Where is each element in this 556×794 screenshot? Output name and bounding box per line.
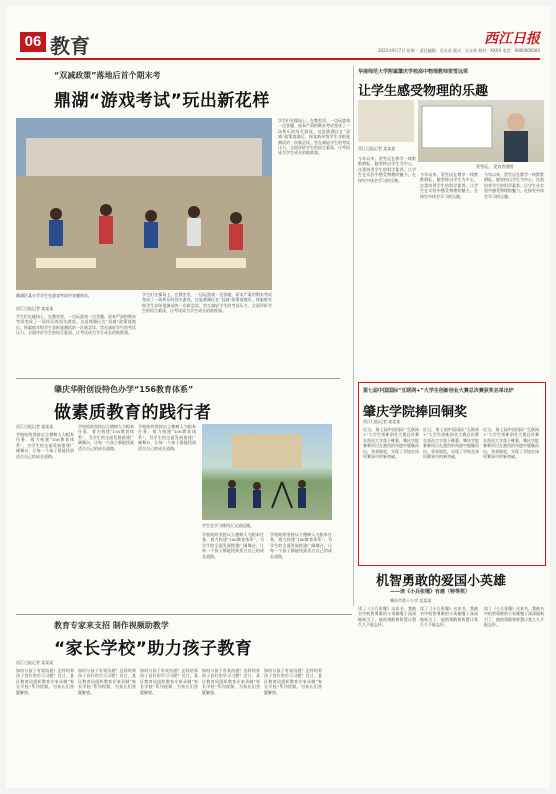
bottom-divider <box>16 614 352 615</box>
right-top-byline: 西江日报记者 某某某 <box>358 146 396 151</box>
main-body-col1: 学生们在操场上、在教室里，一边玩游戏一边答题，原本严肃的期末考试变成了一场快乐的闯关游戏。这是鼎湖区在“双减”政策落地后，探索低年级学生非纸笔测试的一次新尝试，旨在减轻学生的考试压力，全面评价学生的综合素质，让考试成为学生成长的助推器。 <box>16 314 136 336</box>
feature-body-col4: 学校始终坚持以立德树人为根本任务，着力构建“156教育体系”，为学生的全面发展搭建广阔舞台，让每一个孩子都能找到适合自己的成长道路。 <box>202 532 264 559</box>
main-body-col3: 学生们在操场上、在教室里，一边玩游戏一边答题，原本严肃的期末考试变成了一场快乐的闯关游戏。这是鼎湖区在“双减”政策落地后，探索低年级学生非纸笔测试的一次新尝试，旨在减轻学生的考试压力，全面评价学生的综合素质，让考试成为学生成长的助推器。 <box>278 118 350 156</box>
right-top-body-col3: 今年以来，贺雪远在教学一线默默耕耘，她坚持以学生为中心，注重培养学生的科学素养，让学生在实验中感受物理的魅力，在探究中体会学习的乐趣。 <box>484 172 544 199</box>
feature-headline: 做素质教育的践行者 <box>54 403 212 423</box>
essay-body-col3: 读了《小兵张嘎》这本书，我被书中机智勇敢的小英雄嘎子深深地吸引了，他的勇敢和智慧让我久久不能忘怀。 <box>484 606 544 628</box>
boxed-body-col3: 近日，第七届中国国际“互联网+”大学生创新创业大赛总决赛在南昌大学落下帷幕，肇庆学院参赛项目在激烈的角逐中脱颖而出，荣获铜奖，实现了学校在该项赛事中的新突破。 <box>483 427 539 460</box>
essay-body-col2: 读了《小兵张嘎》这本书，我被书中机智勇敢的小英雄嘎子深深地吸引了，他的勇敢和智慧让我久久不能忘怀。 <box>420 606 478 628</box>
feature-photo-caption: 学生在学习使用天文望远镜。 <box>202 523 254 528</box>
main-byline: 西江日报记者 某某某 <box>16 306 54 311</box>
header-rule <box>16 58 540 60</box>
bottom-byline: 西江日报记者 某某某 <box>16 660 54 665</box>
feature-body-col2: 学校始终坚持以立德树人为根本任务，着力构建“156教育体系”，为学生的全面发展搭建广阔舞台，让每一个孩子都能找到适合自己的成长道路。 <box>78 424 134 451</box>
right-top-body-col1: 今年以来，贺雪远在教学一线默默耕耘，她坚持以学生为中心，注重培养学生的科学素养，让学生在实验中感受物理的魅力，在探究中体会学习的乐趣。 <box>358 156 416 183</box>
bottom-body-col1: 如何与孩子有效沟通？怎样培养孩子良好的学习习惯？近日，某区教育局组织教育专家录制“家长学校”系列视频，为家长们答疑解惑。 <box>16 668 74 695</box>
right-top-caption: 贺雪远。 受访者供图 <box>476 164 514 169</box>
highlight-box <box>358 382 546 566</box>
bottom-body-col4: 如何与孩子有效沟通？怎样培养孩子良好的学习习惯？近日，某区教育局组织教育专家录制“家长学校”系列视频，为家长们答疑解惑。 <box>202 668 260 695</box>
feature-photo <box>202 424 332 520</box>
feature-kicker: 肇庆华附创设特色办学“156教育体系” <box>54 385 194 394</box>
boxed-byline: 西江日报记者 某某某 <box>363 419 401 424</box>
main-photo-caption: 鼎湖区某小学学生在游戏考试中答题闯关。 <box>16 293 92 298</box>
main-kicker: “双减政策”落地后首个期末考 <box>54 71 161 80</box>
main-photo <box>16 118 272 290</box>
bottom-body-col2: 如何与孩子有效沟通？怎样培养孩子良好的学习习惯？近日，某区教育局组织教育专家录制“家长学校”系列视频，为家长们答疑解惑。 <box>78 668 136 695</box>
newspaper-logo: 西江日报 <box>484 31 540 47</box>
feature-body-col1: 学校始终坚持以立德树人为根本任务，着力构建“156教育体系”，为学生的全面发展搭建广阔舞台，让每一个孩子都能找到适合自己的成长道路。 <box>16 432 74 459</box>
main-body-col2: 学生们在操场上、在教室里，一边玩游戏一边答题，原本严肃的期末考试变成了一场快乐的闯关游戏。这是鼎湖区在“双减”政策落地后，探索低年级学生非纸笔测试的一次新尝试，旨在减轻学生的考试压力，全面评价学生的综合素质，让考试成为学生成长的助推器。 <box>142 292 272 314</box>
bottom-body-col5: 如何与孩子有效沟通？怎样培养孩子良好的学习习惯？近日，某区教育局组织教育专家录制“家长学校”系列视频，为家长们答疑解惑。 <box>264 668 322 695</box>
right-top-kicker: 华南师范大学附属肇庆学校高中物理教师贺雪远荣 <box>358 69 469 75</box>
right-top-body-col2: 今年以来，贺雪远在教学一线默默耕耘，她坚持以学生为中心，注重培养学生的科学素养，让学生在实验中感受物理的魅力，在探究中体会学习的乐趣。 <box>420 172 478 199</box>
teacher-illustration <box>418 100 544 162</box>
bottom-body-col3: 如何与孩子有效沟通？怎样培养孩子良好的学习习惯？近日，某区教育局组织教育专家录制“家长学校”系列视频，为家长们答疑解惑。 <box>140 668 198 695</box>
right-top-headline: 让学生感受物理的乐趣 <box>358 84 489 99</box>
boxed-kicker: 第七届中国国际“互联网+”大学生创新创业大赛总决赛获奖名单出炉 <box>363 388 514 394</box>
bottom-headline: “家长学校”助力孩子教育 <box>54 639 253 659</box>
essay-byline: 肇庆市第十小学 某某某 <box>390 598 432 603</box>
feature-byline: 西江日报记者 某某某 <box>16 424 54 429</box>
children-playing-illustration <box>16 118 272 290</box>
issue-meta: 2022年9月7日 星期一 责任编辑：吴永英 版式：吴永英 校对：XXXX 电话：0000000000 <box>377 48 540 53</box>
main-headline: 鼎湖“游戏考试”玩出新花样 <box>54 91 270 111</box>
section-title: 教育 <box>50 34 90 58</box>
page-number-badge: 06 <box>20 32 46 52</box>
essay-body-col1: 读了《小兵张嘎》这本书，我被书中机智勇敢的小英雄嘎子深深地吸引了，他的勇敢和智慧让我久久不能忘怀。 <box>358 606 416 628</box>
essay-headline: 机智勇敢的爱国小英雄 <box>376 574 507 589</box>
book-photo <box>358 100 414 142</box>
column-divider <box>353 66 354 606</box>
students-telescope-illustration <box>202 424 332 520</box>
boxed-body-col1: 近日，第七届中国国际“互联网+”大学生创新创业大赛总决赛在南昌大学落下帷幕，肇庆学院参赛项目在激烈的角逐中脱颖而出，荣获铜奖，实现了学校在该项赛事中的新突破。 <box>363 427 419 460</box>
feature-body-col3: 学校始终坚持以立德树人为根本任务，着力构建“156教育体系”，为学生的全面发展搭建广阔舞台，让每一个孩子都能找到适合自己的成长道路。 <box>138 424 196 451</box>
section-divider <box>16 378 340 379</box>
boxed-body-col2: 近日，第七届中国国际“互联网+”大学生创新创业大赛总决赛在南昌大学落下帷幕，肇庆学院参赛项目在激烈的角逐中脱颖而出，荣获铜奖，实现了学校在该项赛事中的新突破。 <box>423 427 479 460</box>
page-header <box>6 6 550 62</box>
newspaper-page <box>6 6 550 788</box>
essay-subhead: ——读《小兵张嘎》有感（特等奖） <box>390 589 471 595</box>
bottom-kicker: 教育专家来支招 制作视频助教学 <box>54 621 169 630</box>
feature-body-col5: 学校始终坚持以立德树人为根本任务，着力构建“156教育体系”，为学生的全面发展搭建广阔舞台，让每一个孩子都能找到适合自己的成长道路。 <box>270 532 332 559</box>
teacher-photo <box>418 100 544 162</box>
boxed-headline: 肇庆学院捧回铜奖 <box>363 405 468 420</box>
